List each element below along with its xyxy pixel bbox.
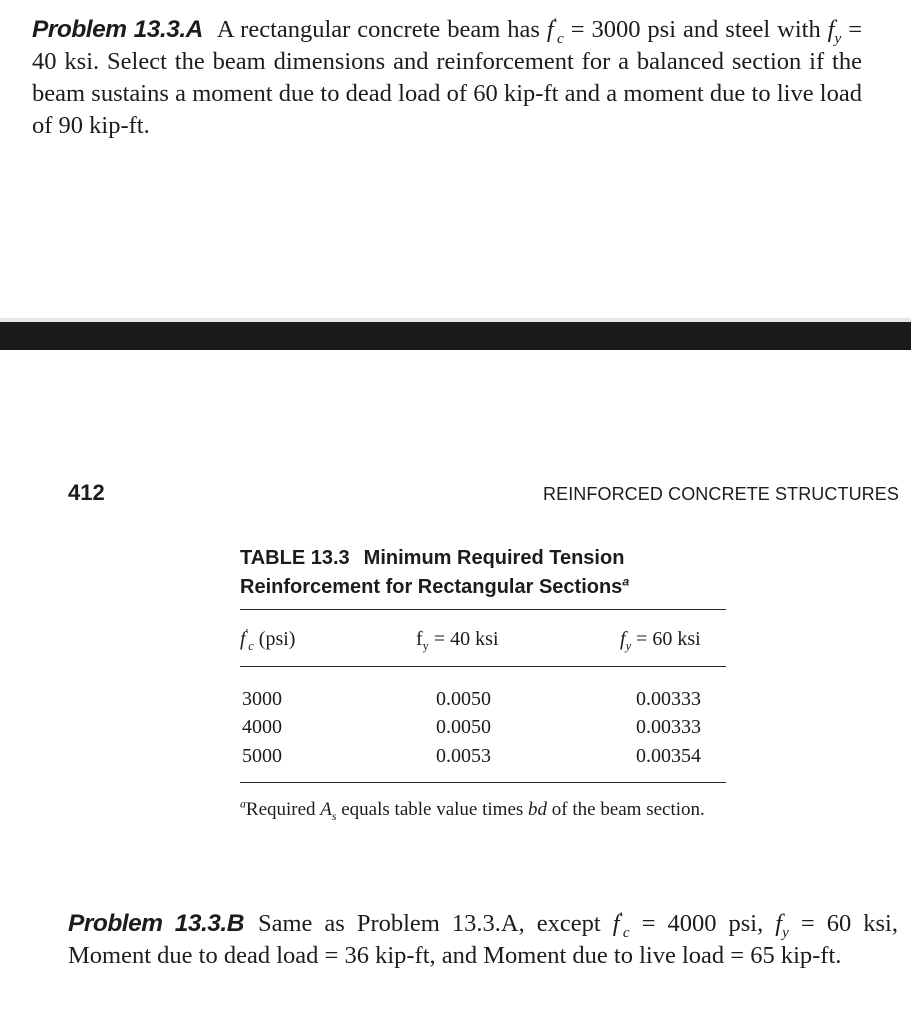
table-cell-fy60: 0.00354 [636, 745, 701, 767]
footnote-as-var: A [320, 799, 332, 820]
page-gap-divider [0, 322, 911, 350]
problem-13-3-a [32, 14, 862, 142]
header-fc-unit: (psi) [253, 628, 296, 650]
table-cell-fy60: 0.00333 [636, 688, 701, 710]
problem-a-text-2: = 3000 psi and steel with [563, 16, 828, 43]
problem-b-text-3: = 60 ksi, Moment due to dead load = 36 kip-ft, and Moment due to live load = 65 kip-ft. [68, 910, 898, 969]
problem-b-label: Problem 13.3.B [68, 910, 244, 937]
footnote-as-sub: s [331, 809, 337, 823]
footnote-text-3: of the beam section. [547, 799, 705, 820]
header-fy60-var: f [620, 628, 626, 650]
problem-a-fy-sub: y [834, 29, 842, 47]
table-title-footnote-mark: a [622, 574, 630, 589]
table-cell-fy60: 0.00333 [636, 716, 701, 738]
problem-a-fc-prime: ′ [553, 14, 557, 32]
column-header-fc [240, 628, 295, 651]
problem-a-label: Problem 13.3.A [32, 16, 203, 43]
header-fc-var: f [240, 628, 246, 650]
problem-a-fc-sub: c [556, 29, 564, 47]
table-cell-fy40: 0.0050 [436, 716, 491, 738]
column-header-fy60 [620, 628, 701, 651]
header-fy40-rest: = 40 ksi [428, 628, 499, 650]
table-cell-fy40: 0.0050 [436, 688, 491, 710]
footnote-text-2: equals table value times [336, 799, 529, 820]
table-top-rule [240, 609, 726, 610]
problem-a-text-1: A rectangular concrete beam has [216, 16, 547, 43]
column-header-fy40 [416, 628, 499, 651]
footnote-text-1: Required [245, 799, 321, 820]
problem-b-fc-prime: ′ [619, 908, 623, 926]
problem-b-fy-sub: y [782, 923, 789, 941]
table-title [240, 544, 740, 602]
table-header-rule [240, 666, 726, 667]
problem-b-fc-sub: c [622, 923, 630, 941]
footnote-mark: a [240, 797, 246, 811]
problem-a-fc-var: f [546, 16, 554, 43]
table-bottom-rule [240, 782, 726, 783]
table-footnote [240, 796, 726, 824]
problem-a-text-3: = 40 ksi. Select the beam dimensions and reinforcement for a balanced section if the beam sustains a moment due to dead load of 60 kip-ft and a moment due to live load of 90 kip-ft. [32, 16, 863, 139]
table-cell-fc: 3000 [242, 688, 282, 710]
table-cell-fc: 5000 [242, 745, 282, 767]
problem-b-text-2: = 4000 psi, [629, 910, 776, 937]
table-cell-fc: 4000 [242, 716, 282, 738]
header-fy40-sub: y [422, 639, 429, 653]
table-number: TABLE 13.3 [240, 547, 350, 569]
header-fy60-rest: = 60 ksi [631, 628, 701, 650]
page-number: 412 [68, 480, 105, 505]
problem-a-fy-var: f [827, 16, 835, 43]
header-fy40-var: f [416, 628, 423, 650]
table-cell-fy40: 0.0053 [436, 745, 491, 767]
problem-13-3-b [68, 908, 898, 972]
table-title-text: Minimum Required Tension Reinforcement for Rectangular Sections [240, 547, 625, 598]
header-fy60-sub: y [625, 639, 632, 653]
header-fc-sub: c [248, 639, 254, 653]
footnote-bd-var: bd [528, 799, 548, 820]
header-fc-prime: ′ [245, 626, 249, 641]
problem-b-fc-var: f [612, 910, 620, 937]
problem-b-fy-var: f [775, 910, 783, 937]
running-head: REINFORCED CONCRETE STRUCTURES [542, 484, 899, 504]
problem-b-text-1: Same as Problem 13.3.A, except [257, 910, 613, 937]
